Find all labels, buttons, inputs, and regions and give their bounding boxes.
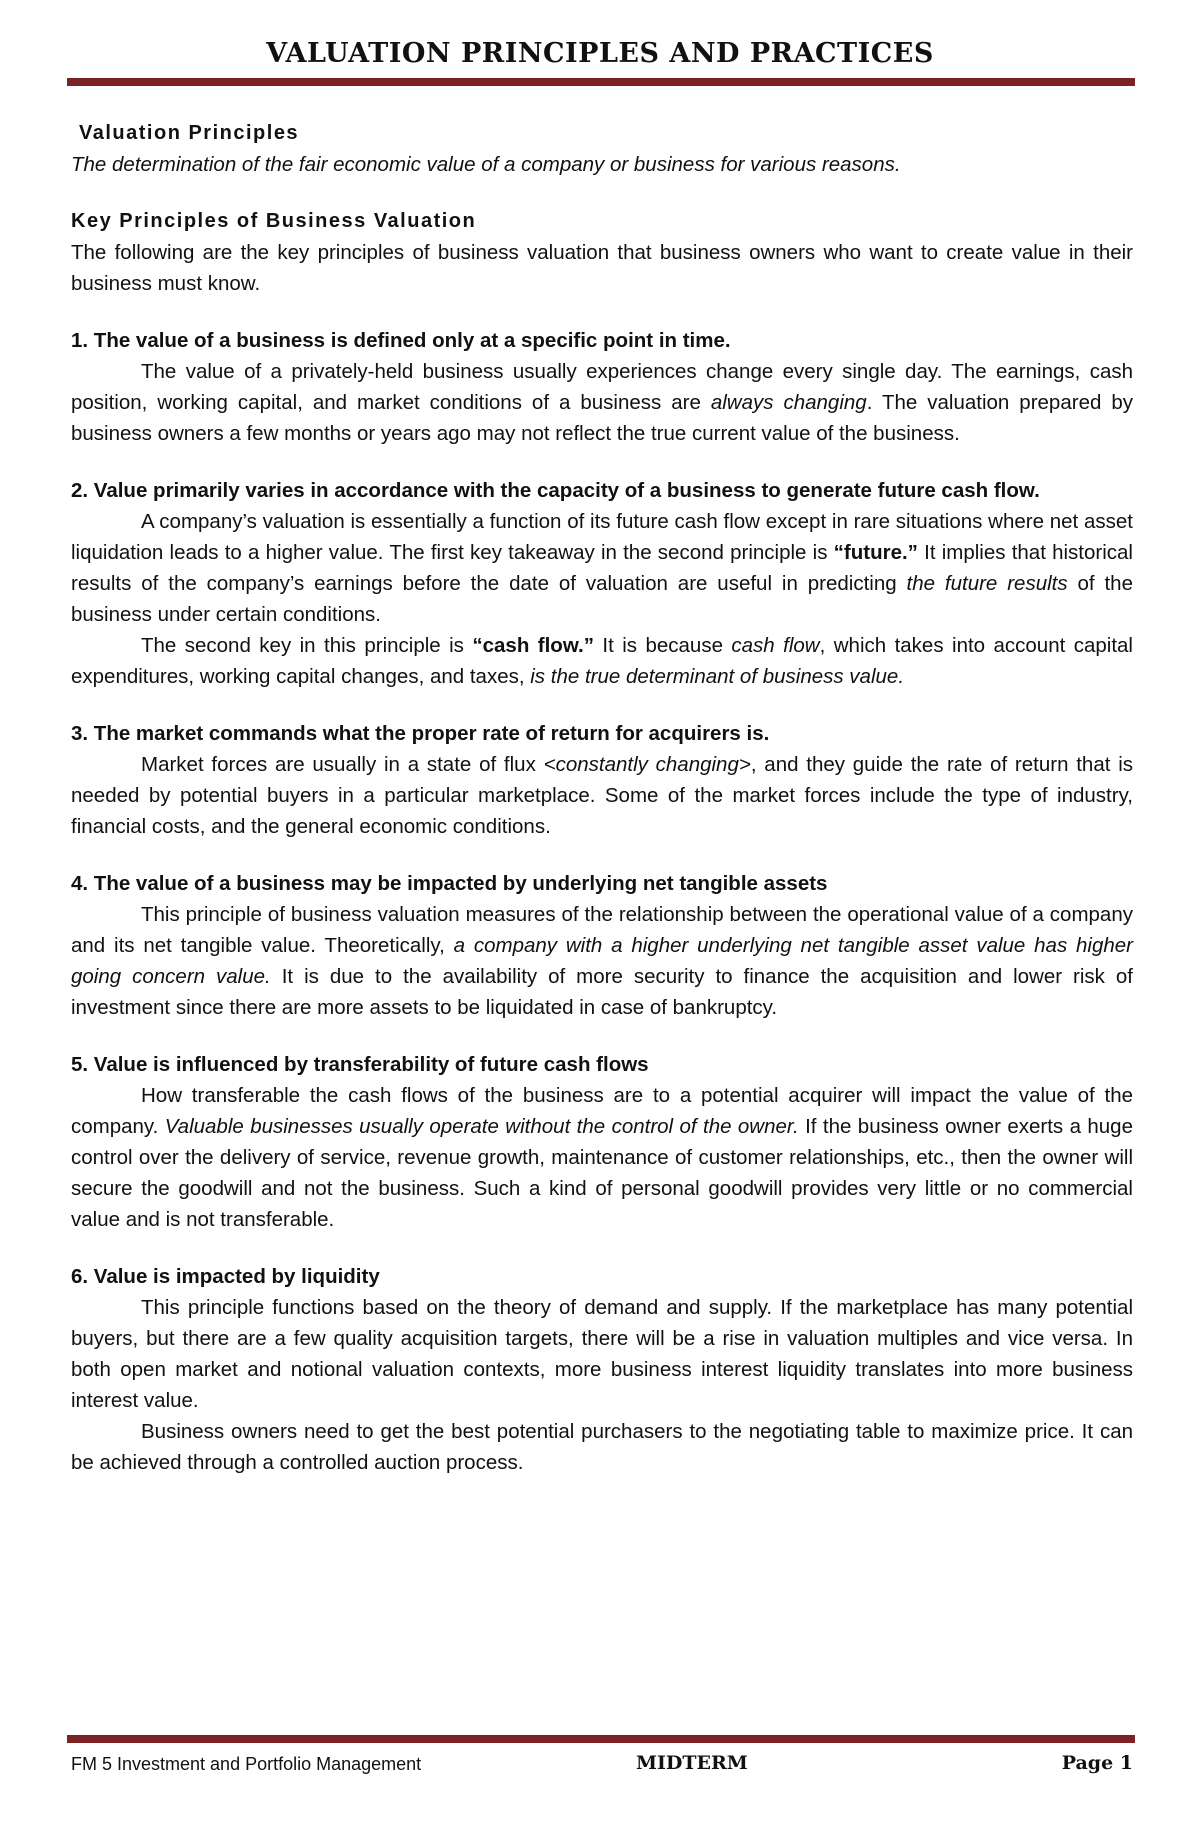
page-footer — [71, 1752, 1133, 1782]
principle-5-paragraph: How transferable the cash flows of the business are to a potential acquirer will impact the value of the company. Valuable businesses usually operate without the control of the owner. If the business owner exerts a huge control over the delivery of service, revenue growth, maintenance of customer relationships, etc., then the owner will secure the goodwill and not the business. Such a kind of personal goodwill provides very little or no commercial value and is not transferable. — [71, 1084, 1133, 1231]
section-heading-key-principles: Key Principles of Business Valuation — [71, 210, 477, 232]
principle-6-paragraph-1: This principle functions based on the theory of demand and supply. If the marketplace has many potential buyers, but there are a few quality acquisition targets, there will be a rise in valuation multiples and vice versa. In both open market and notional valuation contexts, more business interest liquidity translates into more business interest value. — [71, 1296, 1133, 1412]
header-divider — [67, 78, 1135, 86]
principle-3-title: 3. The market commands what the proper rate of return for acquirers is. — [71, 722, 770, 745]
page-title: VALUATION PRINCIPLES AND PRACTICES — [266, 38, 934, 69]
principle-4-title: 4. The value of a business may be impacted by underlying net tangible assets — [71, 872, 828, 895]
footer-course: FM 5 Investment and Portfolio Management — [71, 1754, 422, 1774]
principle-1-paragraph: The value of a privately-held business usually experiences change every single day. The earnings, cash position, working capital, and market conditions of a business are always changing. The valuation prepared by business owners a few months or years ago may not reflect the true current value of the business. — [71, 360, 1133, 445]
principle-2-paragraph-1: A company’s valuation is essentially a function of its future cash flow except in rare situations where net asset liquidation leads to a higher value. The first key takeaway in the second principle is “future.” It implies that historical results of the company’s earnings before the date of valuation are useful in predicting the future results of the business under certain conditions. — [71, 510, 1133, 626]
footer-term: MIDTERM — [636, 1752, 748, 1774]
key-principles-intro: The following are the key principles of business valuation that business owners who want to create value in their business must know. — [71, 241, 1133, 295]
document-body — [71, 118, 1133, 1478]
principle-1-title: 1. The value of a business is defined only at a specific point in time. — [71, 329, 731, 352]
footer-divider — [67, 1735, 1135, 1743]
principle-3-paragraph: Market forces are usually in a state of flux <constantly changing>, and they guide the rate of return that is needed by potential buyers in a particular marketplace. Some of the market forces include the type of industry, financial costs, and the general economic conditions. — [71, 753, 1134, 838]
principle-2-title: 2. Value primarily varies in accordance with the capacity of a business to generate future cash flow. — [71, 479, 1040, 502]
section-heading-valuation-principles: Valuation Principles — [79, 122, 300, 144]
principle-2-paragraph-2: The second key in this principle is “cash flow.” It is because cash flow, which takes into account capital expenditures, working capital changes, and taxes, is the true determinant of business value. — [71, 634, 1133, 688]
principle-6-paragraph-2: Business owners need to get the best potential purchasers to the negotiating table to maximize price. It can be achieved through a controlled auction process. — [71, 1420, 1133, 1474]
principle-6-title: 6. Value is impacted by liquidity — [71, 1265, 380, 1288]
definition-text: The determination of the fair economic value of a company or business for various reasons. — [71, 153, 901, 176]
footer-page-number: Page 1 — [1061, 1752, 1133, 1774]
principle-5-title: 5. Value is influenced by transferability of future cash flows — [71, 1053, 649, 1076]
principle-4-paragraph: This principle of business valuation measures of the relationship between the operational value of a company and its net tangible value. Theoretically, a company with a higher underlying net tangible asset value has higher going concern value. It is due to the availability of more security to finance the acquisition and lower risk of investment since there are more assets to be liquidated in case of bankruptcy. — [71, 903, 1134, 1019]
